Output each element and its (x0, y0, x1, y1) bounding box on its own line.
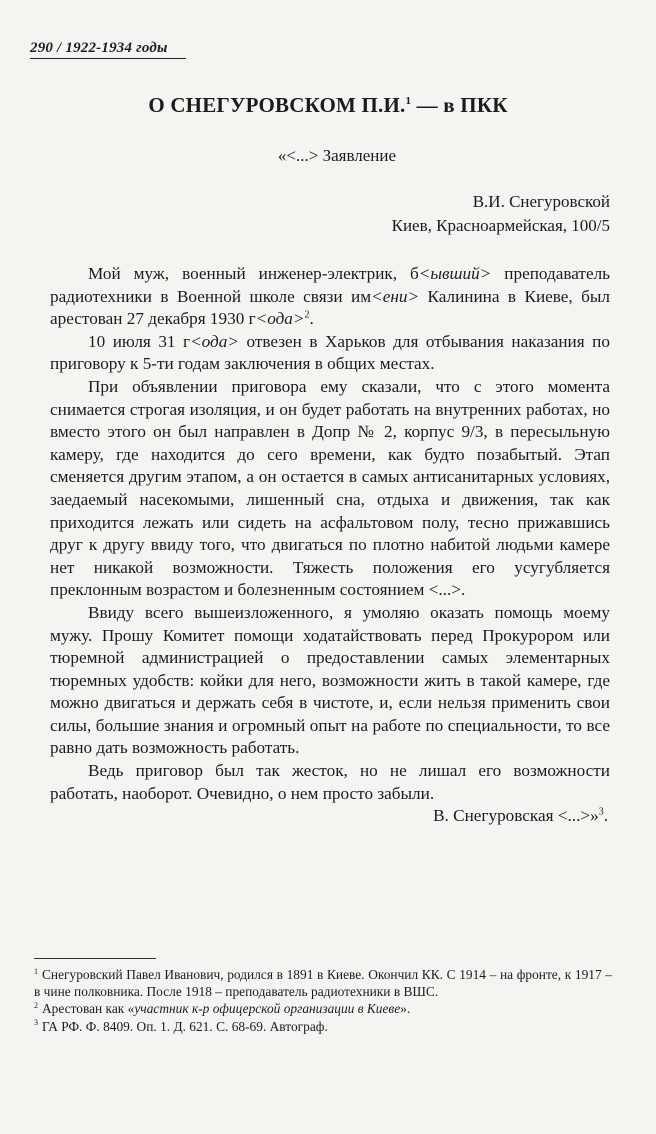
letter-body (50, 263, 610, 828)
footnote-number: 3 (34, 1018, 38, 1028)
footnote-divider (34, 958, 156, 959)
paragraph-1 (50, 263, 610, 331)
title-text: О СНЕГУРОВСКОМ П.И. (148, 93, 406, 117)
footnote-text-end: ». (400, 1001, 411, 1017)
paragraph-3: При объявлении приговора ему сказали, что с этого момента снимается строгая изоляция, и он будет работать на внутренних работах, но вместо этого он был направлен в Допр № 2, корпус 9/3, в пересыльную камеру, где находится до сего времени, как будто позабытый. Этап сменяется другим этапом, а он остается в самых антисанитарных условиях, заедаемый насекомыми, лишенный сна, отдыха и движения, так как приходится лежать или сидеть на асфальтовом полу, тесно прижавшись друг к другу ввиду того, что двигаться по плотно набитой людьми камере нет никакой возможности. Тяжесть положения его усугубляется преклонным возрастом и болезненным состоянием <...>. (50, 376, 610, 600)
paragraph-2-text-b: отвезен в Харьков для отбывания наказания по приговору к 5-ти годам заключения в общих местах. (50, 331, 610, 374)
paragraph-1-text-a: Мой муж, военный инженер-электрик, б (88, 264, 419, 283)
paragraph-1-text-c: Калинина в Киеве, был арестован 27 декабря 1930 г (50, 286, 611, 329)
footnote-1 (34, 966, 612, 1000)
title-footnote-ref: 1 (405, 95, 412, 107)
signature-end: . (603, 806, 608, 826)
footnote-ref-3: 3 (598, 806, 604, 818)
editorial-insert: <ода> (255, 309, 305, 329)
editorial-insert: <ени> (371, 286, 420, 306)
addressee-name: В.И. Снегуровской (472, 192, 610, 211)
paragraph-2-text-a: 10 июля 31 г (88, 331, 191, 351)
footnote-quote: участник к-р офицерской организации в Киеве (134, 1001, 401, 1017)
signature-text: В. Снегуровская <...>» (433, 806, 599, 826)
paragraph-1-text-b: преподаватель радиотехники в Военной школе связи им (50, 264, 610, 306)
footnote-2 (34, 1000, 612, 1017)
paragraph-4: Ввиду всего вышеизложенного, я умоляю оказать помощь моему мужу. Прошу Комитет помощи ходатайствовать перед Прокурором или тюремной администрацией о предоставлении самых элементарных тюремных удобств: койки для него, возможности жить в такой камере, где можно двигаться и держать себя в чистоте, и, если нельзя применить свои силы, большие знания и огромный опыт на работе по специальности, то все равно дать возможность работать. (50, 602, 610, 758)
addressee-address: Киев, Красноармейская, 100/5 (391, 216, 610, 235)
footnote-text: Снегуровский Павел Иванович, родился в 1891 в Киеве. Окончил КК. С 1914 – на фронте, к 1917 – в чине полковника. После 1918 – преподаватель радиотехники в ВШС. (34, 967, 612, 1000)
footnote-text: Арестован как « (42, 1001, 135, 1017)
editorial-insert: <ывший> (418, 264, 492, 283)
footnote-ref-2: 2 (304, 309, 310, 321)
footnote-number: 1 (34, 966, 38, 976)
signature (50, 805, 610, 828)
footnote-number: 2 (34, 1000, 38, 1010)
running-head: 290 / 1922-1934 годы (30, 40, 186, 59)
editorial-insert: <ода> (190, 331, 239, 351)
document-type: «<...> Заявление (277, 146, 397, 165)
footnote-text: ГА РФ. Ф. 8409. Оп. 1. Д. 621. С. 68-69. Автограф. (42, 1018, 328, 1034)
addressee-block (392, 190, 610, 238)
footnote-3 (34, 1018, 612, 1035)
paragraph-5: Ведь приговор был так жесток, но не лишал его возможности работать, наоборот. Очевидно, о нем просто забыли. (50, 761, 610, 803)
document-title (0, 93, 656, 118)
paragraph-1-text-d: . (309, 309, 314, 329)
footnotes (34, 966, 612, 1035)
title-suffix: — в ПКК (411, 93, 508, 117)
paragraph-2 (50, 331, 610, 376)
